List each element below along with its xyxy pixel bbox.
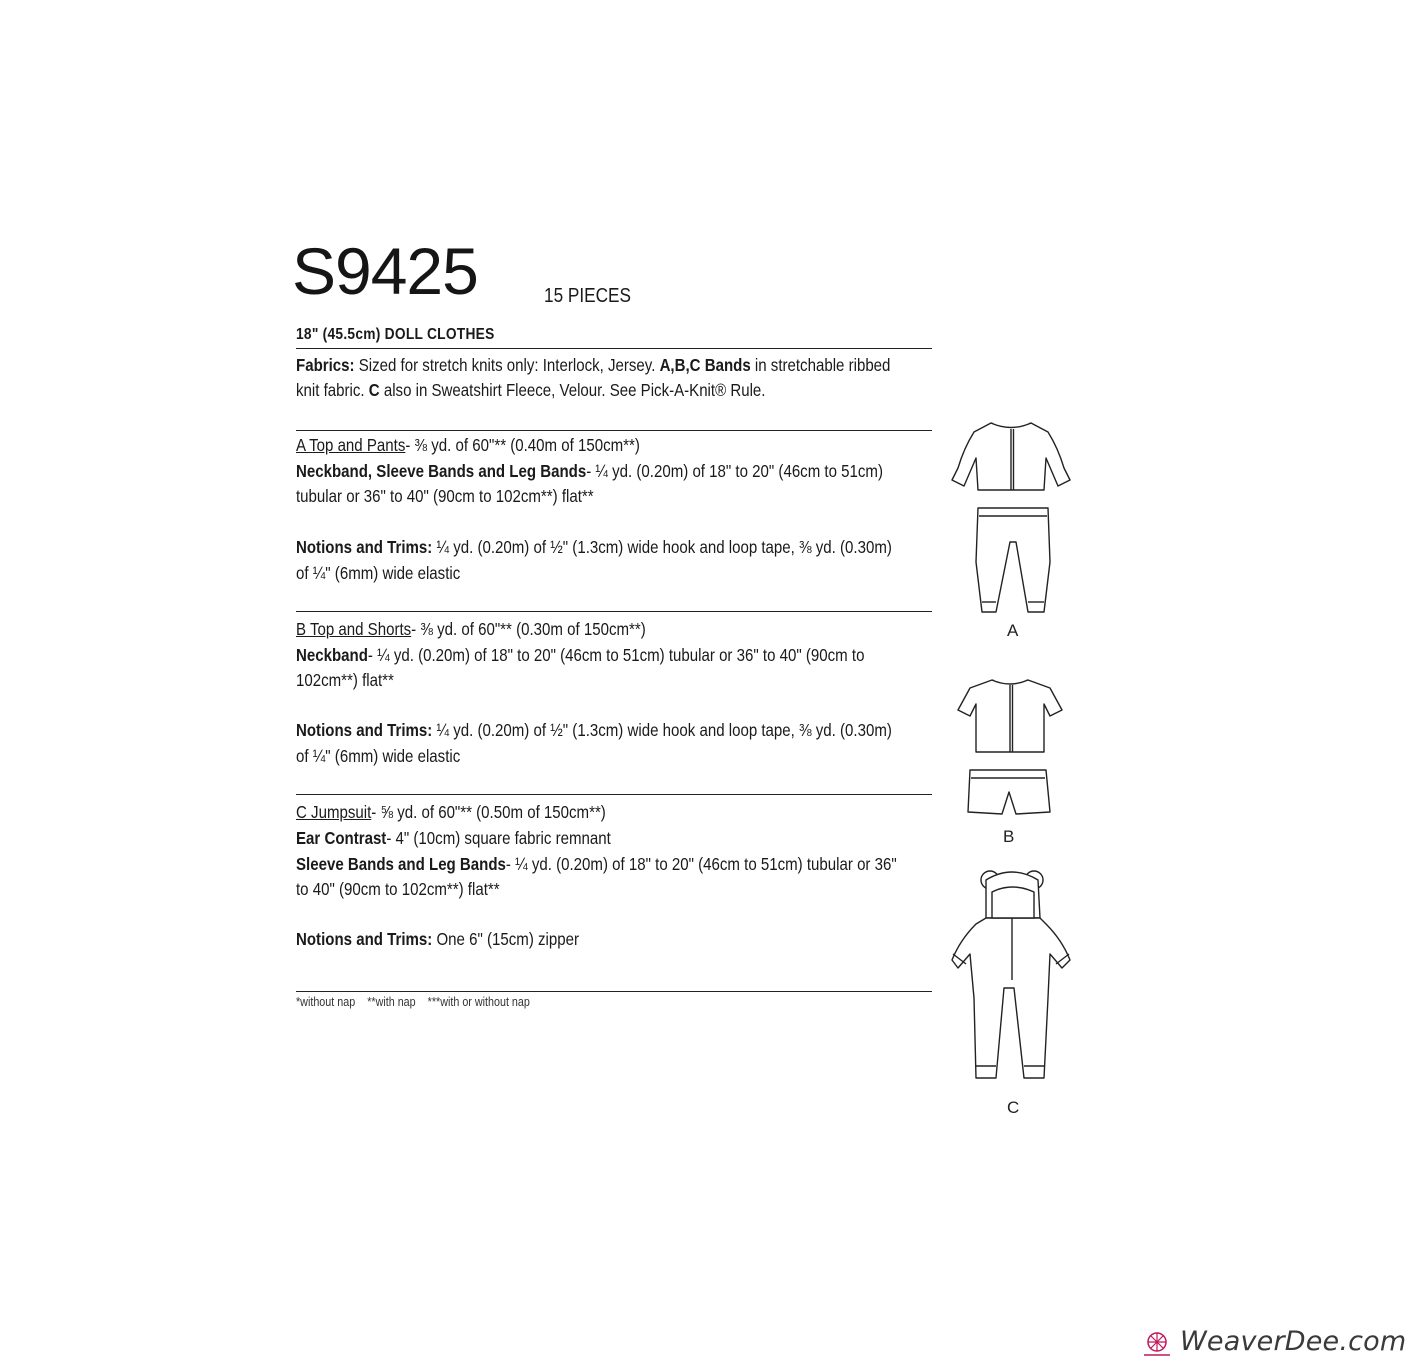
view-c-ear-label: Ear Contrast xyxy=(296,828,387,848)
view-c-ear xyxy=(296,826,932,852)
view-b-notions-label: Notions and Trims: xyxy=(296,720,433,740)
view-b-bands-line-2: 102cm**) flat** xyxy=(296,670,394,690)
view-b-yardage: - ⅜ yd. of 60"** (0.30m of 150cm**) xyxy=(411,619,646,639)
view-b-notions xyxy=(296,718,932,744)
fabrics-bands: A,B,C Bands xyxy=(659,355,751,375)
view-a-notions-text: ¼ yd. (0.20m) of ½" (1.3cm) wide hook and loop tape, ⅜ yd. (0.30m) xyxy=(432,537,892,557)
view-c-heading xyxy=(296,800,932,826)
view-c-label: C xyxy=(1007,1098,1020,1117)
view-c-notions-label: Notions and Trims: xyxy=(296,929,433,949)
view-b-bands-label: Neckband xyxy=(296,645,368,665)
piece-count: 15 PIECES xyxy=(544,285,632,307)
view-c-bands-label: Sleeve Bands and Leg Bands xyxy=(296,854,506,874)
view-c-bands-text: - ¼ yd. (0.20m) of 18" to 20" (46cm to 51cm) tubular or 36" xyxy=(505,854,897,874)
fabrics-line-1 xyxy=(296,353,932,379)
view-b-notions-line-2: of ¼" (6mm) wide elastic xyxy=(296,746,461,766)
view-c-yardage: - ⅝ yd. of 60"** (0.50m of 150cm**) xyxy=(371,802,606,822)
footnote: *without nap xyxy=(296,995,356,1009)
view-a-notions-label: Notions and Trims: xyxy=(296,537,433,557)
fabrics-view-c: C xyxy=(368,380,380,400)
spinning-wheel-logo-icon xyxy=(1140,1327,1174,1357)
footnote: **with nap xyxy=(367,995,416,1009)
pattern-subtitle: 18" (45.5cm) DOLL CLOTHES xyxy=(296,326,495,343)
view-b-top-illustration xyxy=(950,676,1070,756)
view-a-bands xyxy=(296,459,932,485)
view-a-top-illustration xyxy=(946,418,1076,498)
view-a-bands-line-2: tubular or 36" to 40" (90cm to 102cm**) flat** xyxy=(296,486,594,506)
fabrics-line-2 xyxy=(296,378,932,404)
fabrics-text: also in Sweatshirt Fleece, Velour. See Pick-A-Knit® Rule. xyxy=(379,380,766,400)
brand-watermark xyxy=(1140,1326,1406,1357)
view-a-notions xyxy=(296,535,932,561)
view-a-heading xyxy=(296,433,932,459)
view-c-jumpsuit-illustration xyxy=(946,868,1076,1096)
fabrics-text: Sized for stretch knits only: Interlock, Jersey. xyxy=(354,355,660,375)
view-b-shorts-illustration xyxy=(964,762,1054,822)
fabrics-label: Fabrics: xyxy=(296,355,355,375)
view-c-title: C Jumpsuit xyxy=(296,802,372,822)
divider xyxy=(296,611,932,612)
divider xyxy=(296,430,932,431)
view-b-label: B xyxy=(1003,827,1015,846)
divider xyxy=(296,794,932,795)
fabrics-text: knit fabric. xyxy=(296,380,369,400)
divider xyxy=(296,348,932,349)
view-a-label: A xyxy=(1007,621,1019,640)
view-c-notions xyxy=(296,927,932,953)
view-a-title: A Top and Pants xyxy=(296,435,406,455)
view-a-bands-text: - ¼ yd. (0.20m) of 18" to 20" (46cm to 51cm) xyxy=(586,461,883,481)
view-a-pants-illustration xyxy=(970,502,1060,620)
view-a-yardage: - ⅜ yd. of 60"** (0.40m of 150cm**) xyxy=(405,435,640,455)
footnote: ***with or without nap xyxy=(427,995,530,1009)
view-c-bands-line-2: to 40" (90cm to 102cm**) flat** xyxy=(296,879,500,899)
divider xyxy=(296,991,932,992)
footnotes xyxy=(296,995,542,1009)
view-b-bands-text: - ¼ yd. (0.20m) of 18" to 20" (46cm to 51cm) tubular or 36" to 40" (90cm to xyxy=(367,645,865,665)
view-b-heading xyxy=(296,617,932,643)
view-b-title: B Top and Shorts xyxy=(296,619,412,639)
brand-text: WeaverDee.com xyxy=(1180,1326,1406,1357)
fabrics-text: in stretchable ribbed xyxy=(750,355,891,375)
view-c-notions-text: One 6" (15cm) zipper xyxy=(432,929,580,949)
view-a-notions-line-2: of ¼" (6mm) wide elastic xyxy=(296,563,461,583)
view-b-bands xyxy=(296,643,932,669)
view-b-notions-text: ¼ yd. (0.20m) of ½" (1.3cm) wide hook and loop tape, ⅜ yd. (0.30m) xyxy=(432,720,892,740)
view-c-bands xyxy=(296,852,932,878)
view-c-ear-text: - 4" (10cm) square fabric remnant xyxy=(386,828,611,848)
pattern-number: S9425 xyxy=(292,234,478,308)
view-a-bands-label: Neckband, Sleeve Bands and Leg Bands xyxy=(296,461,587,481)
